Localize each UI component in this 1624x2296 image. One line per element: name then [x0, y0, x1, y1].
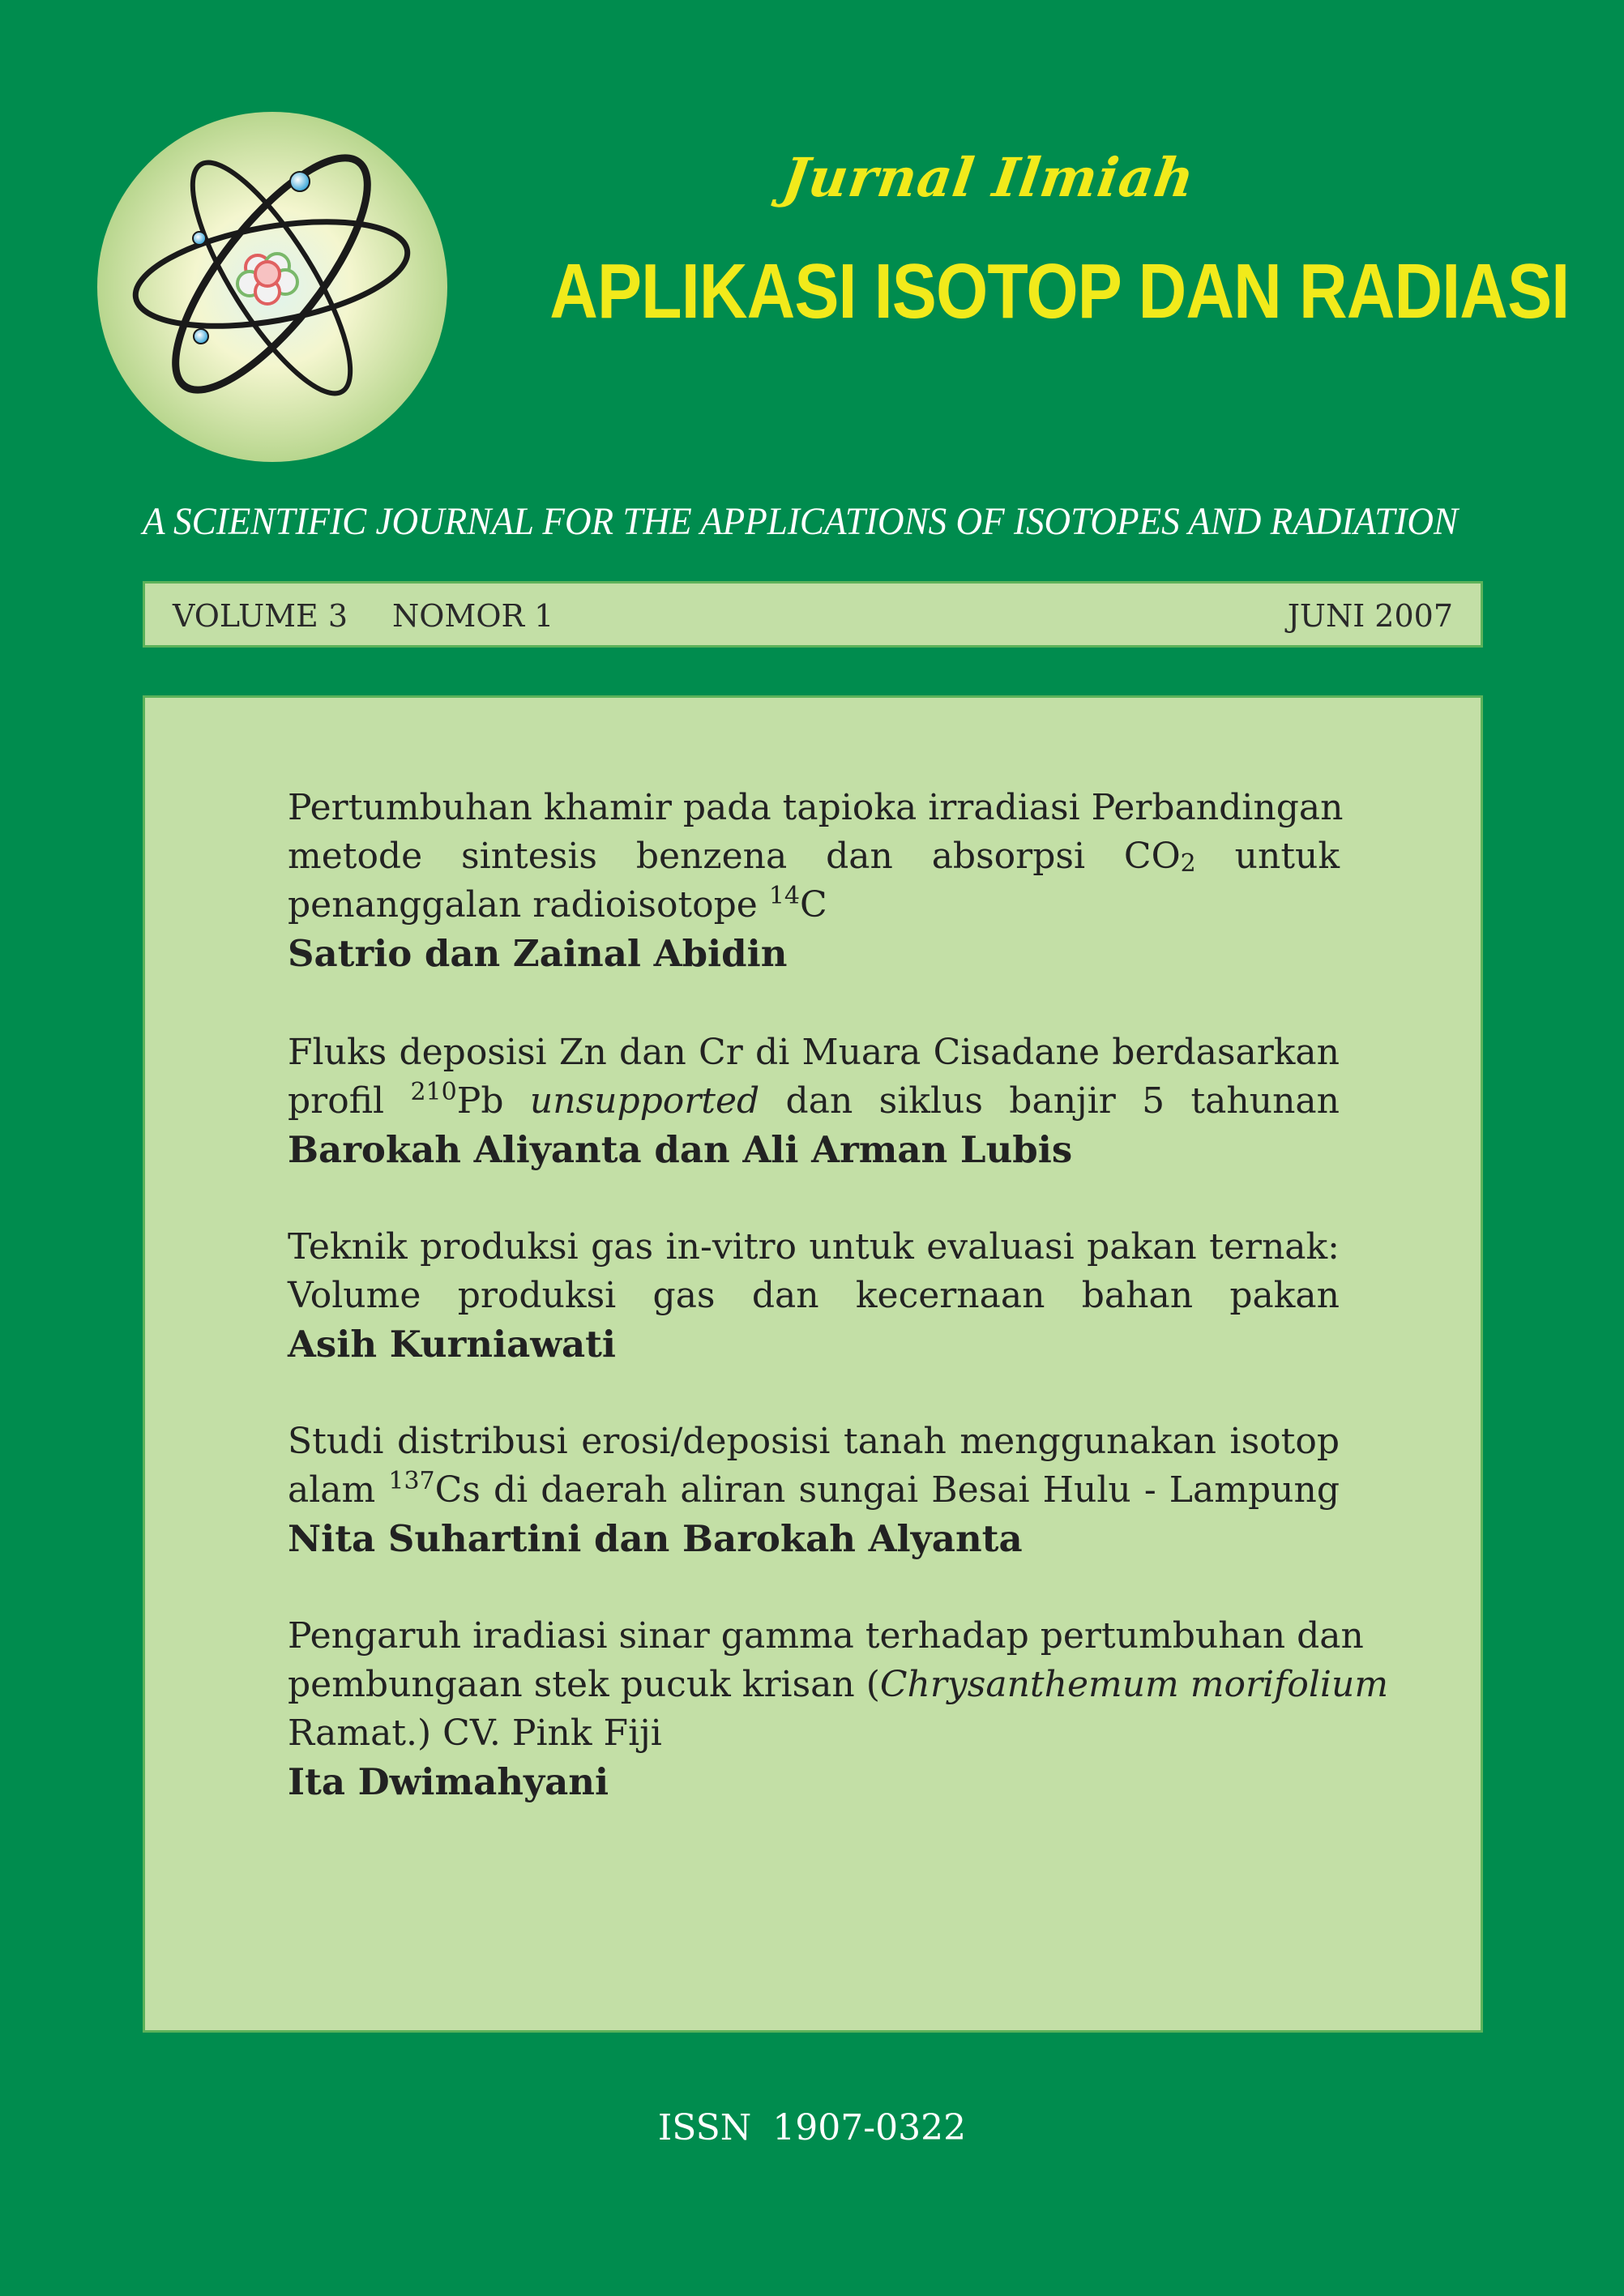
superscript: 210: [410, 1078, 457, 1106]
atom-icon: [97, 112, 447, 462]
article-title-line: pembungaan stek pucuk krisan (Chrysanthemum morifolium: [288, 1664, 1389, 1705]
journal-tagline: A SCIENTIFIC JOURNAL FOR THE APPLICATIONS OF ISOTOPES AND RADIATION: [143, 500, 1459, 543]
article-title-line: Fluks deposisi Zn dan Cr di Muara Cisadane berdasarkan: [288, 1032, 1340, 1073]
article-authors: Ita Dwimahyani: [288, 1760, 609, 1803]
article-authors: Barokah Aliyanta dan Ali Arman Lubis: [288, 1128, 1073, 1171]
subscript: 2: [1180, 849, 1196, 878]
journal-prefix: Jurnal Ilmiah: [778, 146, 1199, 209]
article-3: [288, 1223, 1340, 1369]
issue-bar: [143, 581, 1483, 648]
issn-number: ISSN 1907-0322: [657, 2107, 967, 2148]
article-title-line: Pengaruh iradiasi sinar gamma terhadap pertumbuhan dan: [288, 1615, 1364, 1657]
article-5: [288, 1612, 1389, 1806]
issue-date: JUNI 2007: [1287, 598, 1453, 634]
article-title-line: Volume produksi gas dan kecernaan bahan pakan: [288, 1275, 1340, 1316]
article-title-line: metode sintesis benzena dan absorpsi $CO_2$ untuk: [288, 836, 1340, 878]
article-authors: Satrio dan Zainal Abidin: [288, 932, 788, 975]
article-authors: Asih Kurniawati: [288, 1323, 617, 1366]
article-title-line: profil $^{210}$Pb unsupported dan siklus banjir 5 tahunan: [288, 1078, 1340, 1122]
article-2: [288, 1028, 1340, 1174]
issue-volume: VOLUME 3: [173, 598, 348, 634]
article-title-line: alam $^{137}$Cs di daerah aliran sungai Besai Hulu - Lampung: [288, 1467, 1340, 1511]
article-title-line: Studi distribusi erosi/deposisi tanah menggunakan isotop: [288, 1421, 1340, 1462]
italic-term: Chrysanthemum morifolium: [879, 1664, 1389, 1705]
article-authors: Nita Suhartini dan Barokah Alyanta: [288, 1517, 1023, 1560]
journal-title: APLIKASI ISOTOP DAN RADIASI: [549, 248, 1570, 335]
superscript: 137: [388, 1467, 435, 1495]
contents-panel: [143, 695, 1483, 2033]
atom-logo: [97, 112, 447, 462]
italic-term: unsupported: [529, 1080, 760, 1122]
article-4: [288, 1417, 1340, 1563]
issue-number: NOMOR 1: [392, 598, 554, 634]
article-title-line: Teknik produksi gas in-vitro untuk evaluasi pakan ternak:: [288, 1226, 1340, 1268]
article-title-line: Pertumbuhan khamir pada tapioka irradiasi Perbandingan: [288, 787, 1344, 828]
article-title-line: penanggalan radioisotope $^{14}$C: [288, 882, 827, 926]
article-1: [288, 784, 1344, 978]
article-title-line: Ramat.) CV. Pink Fiji: [288, 1712, 662, 1754]
superscript: 14: [768, 882, 800, 910]
